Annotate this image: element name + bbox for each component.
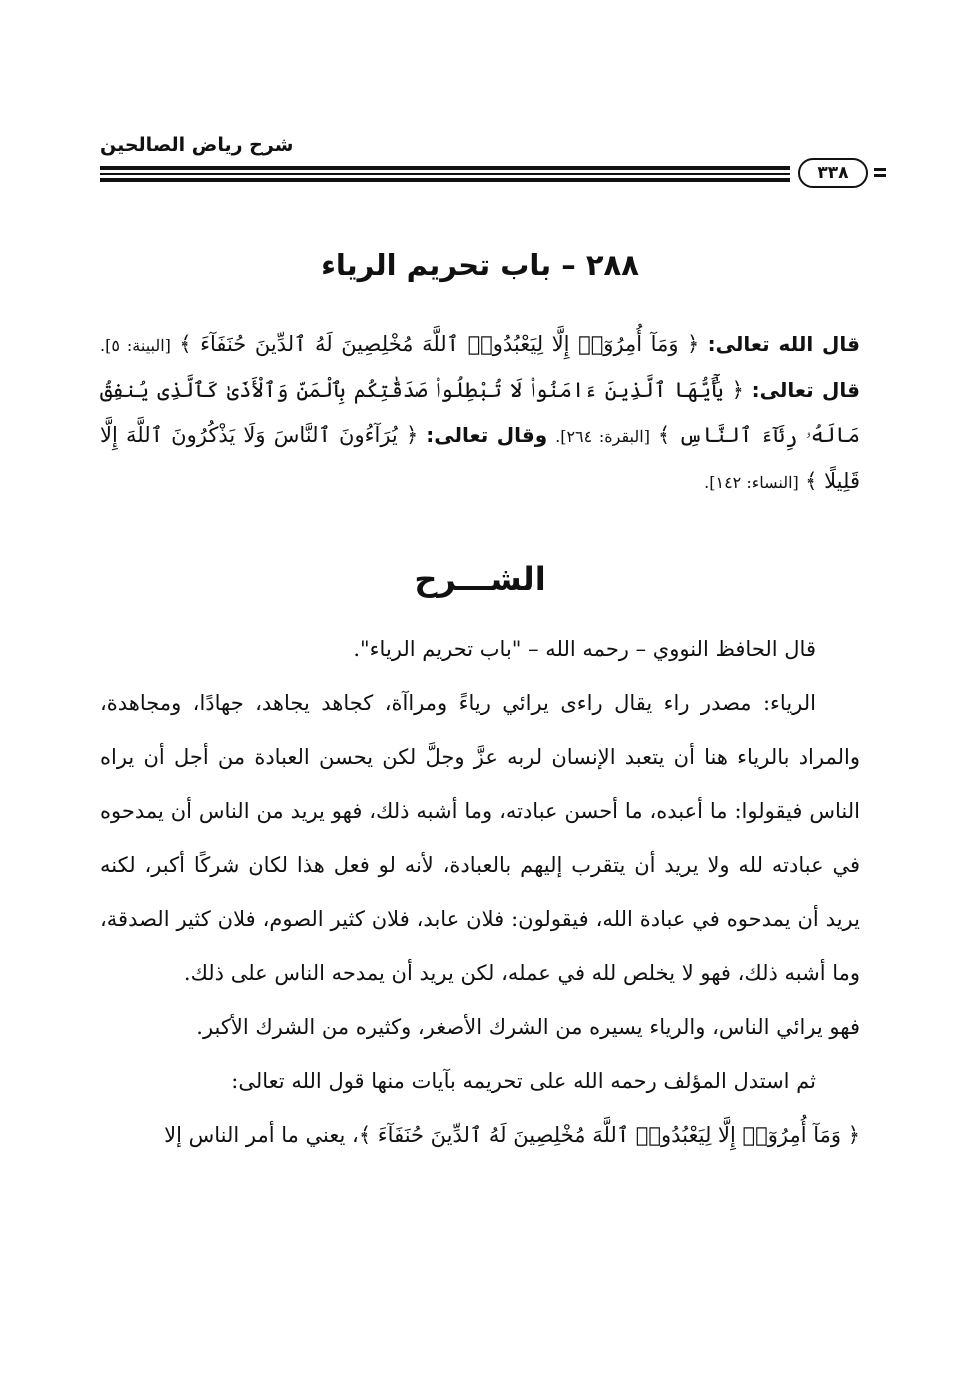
paragraph-text: ، يعني ما أمر الناس إلا xyxy=(164,1123,359,1147)
quran-verse: ﴿ يَٰٓأَيُّهَا ٱلَّذِينَ ءَامَنُوا۟ لَا تُبْطِلُوا۟ صَدَقَٰتِكُم بِٱلْمَنِّ وَٱلْأَذَىٰ كَٱلَّذِى يُنفِقُ مَالَهُۥ رِئَآءَ ٱلنَّاسِ ﴾ xyxy=(100,378,861,447)
chapter-title: ٢٨٨ – باب تحريم الرياء xyxy=(321,248,639,282)
header-rule xyxy=(100,173,790,175)
paragraph: فهو يرائي الناس، والرياء يسيره من الشرك الأصغر، وكثيره من الشرك الأكبر. xyxy=(196,1015,860,1039)
verse-reference: [البينة: ٥]. xyxy=(100,336,171,355)
commentary-title: الشـــرح xyxy=(414,560,546,598)
page-number: ٣٣٨ xyxy=(798,158,868,188)
paragraph: قال الحافظ النووي – رحمه الله – "باب تحريم الرياء". xyxy=(353,637,816,661)
header-rule xyxy=(100,178,790,182)
verse-intro: وقال تعالى: xyxy=(426,423,548,447)
paragraph: ثم استدل المؤلف رحمه الله على تحريمه بآيات منها قول الله تعالى: xyxy=(231,1069,816,1093)
page-header xyxy=(100,118,860,190)
paragraph xyxy=(100,1108,860,1162)
quran-verse: ﴿ يُرَآءُونَ ٱلنَّاسَ وَلَا يَذْكُرُونَ ٱللَّهَ إِلَّا قَلِيلًا ﴾ xyxy=(100,423,860,493)
paragraph: الرياء: مصدر راء يقال راءى يرائي رياءً ومراآة، كجاهد يجاهد، جهادًا، ومجاهدة، والمراد بالرياء هنا أن يتعبد الإنسان لربه عزَّ وجلَّ لكن يحسن العبادة من أجل أن يراه الناس فيقولوا: ما أعبده، ما أحسن عبادته، وما أشبه ذلك، فهو يريد من الناس أن يمدحوه في عبادته لله ولا يريد أن يتقرب إليهم بالعبادة، لأنه لو فعل هذا لكان شركًا أكبر، لكنه يريد أن يمدحوه في عبادة الله، فيقولون: فلان عابد، فلان كثير الصوم، فلان كثير الصدقة، وما أشبه ذلك، فهو لا يخلص لله في عمله، لكن يريد أن يمدحه الناس على ذلك. xyxy=(100,691,860,985)
verses-block xyxy=(100,322,860,505)
verse-intro: قال تعالى: xyxy=(751,378,860,402)
commentary-body xyxy=(100,622,860,1162)
quran-verse: ﴿ وَمَآ أُمِرُوٓا۟ إِلَّا لِيَعْبُدُوا۟ ٱللَّهَ مُخْلِصِينَ لَهُ ٱلدِّينَ حُنَفَآءَ ﴾ xyxy=(358,1123,860,1147)
book-title: شرح رياض الصالحين xyxy=(100,134,294,156)
verse-reference: [البقرة: ٢٦٤]. xyxy=(555,427,650,446)
quran-verse: ﴿ وَمَآ أُمِرُوٓا۟ إِلَّا لِيَعْبُدُوا۟ ٱللَّهَ مُخْلِصِينَ لَهُ ٱلدِّينَ حُنَفَآءَ ﴾ xyxy=(179,332,700,356)
header-ornament xyxy=(874,168,886,177)
verse-reference: [النساء: ١٤٢]. xyxy=(704,473,799,492)
header-rule xyxy=(100,166,790,170)
verse-intro: قال الله تعالى: xyxy=(707,332,861,356)
